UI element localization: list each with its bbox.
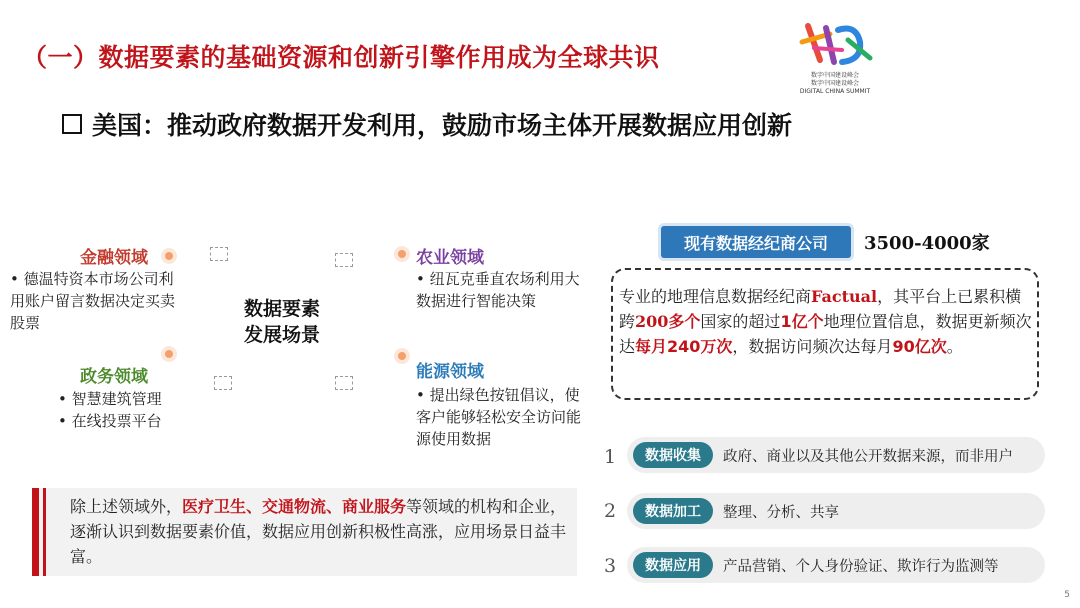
- desc-part: 专业的地理信息数据经纪商: [619, 287, 812, 306]
- callout-highlight: 医疗卫生、交通物流、商业服务: [182, 497, 407, 516]
- broker-tag: 现有数据经纪商公司: [661, 226, 851, 258]
- step-row-2: [627, 493, 1045, 529]
- finance-dot-icon: [165, 252, 173, 260]
- callout-accent-bar-thin: [43, 488, 46, 576]
- summary-callout: [32, 488, 577, 576]
- logo-line1: 数字中国建设峰会: [810, 72, 859, 79]
- finance-item-1: 德温特资本市场公司利用账户留言数据决定买卖股票: [10, 270, 176, 332]
- energy-mini-icon: [335, 376, 353, 390]
- government-dot-icon: [165, 350, 173, 358]
- center-label-line2: 发展场景: [243, 324, 320, 346]
- factual-name: Factual: [811, 287, 878, 306]
- step-row-1: [627, 437, 1045, 473]
- countries-count: 200多个: [635, 312, 701, 331]
- scenario-center-label: [237, 296, 327, 348]
- update-frequency: 每月240万次: [635, 337, 733, 356]
- agriculture-mini-icon: [335, 253, 353, 267]
- broker-description-box: [611, 268, 1039, 400]
- logo-line3: DIGITAL CHINA SUMMIT: [799, 88, 871, 95]
- energy-item-1: 提出绿色按钮倡议，使客户能够轻松安全访问能源使用数据: [416, 386, 582, 448]
- finance-mini-icon: [210, 247, 228, 261]
- bullet-icon: •: [58, 412, 72, 430]
- summit-logo: [790, 20, 880, 95]
- checkbox-bullet-icon: [62, 114, 82, 134]
- government-item-row: [58, 410, 162, 432]
- locations-count: 1亿个: [780, 312, 824, 331]
- step-row-3: [627, 547, 1045, 583]
- step-desc-2: 整理、分析、共享: [723, 504, 839, 521]
- desc-part: ，其平台上已累积横跨: [619, 287, 1022, 331]
- logo-line2: 数字中国建设峰会: [810, 80, 859, 87]
- bullet-icon: •: [58, 390, 72, 408]
- government-item-2: 在线投票平台: [71, 412, 162, 430]
- step-label-3: 数据应用: [633, 552, 713, 578]
- government-item-1: 智慧建筑管理: [71, 390, 162, 408]
- center-label-line1: 数据要素: [243, 298, 320, 320]
- finance-domain-text: [10, 268, 182, 334]
- step-label-2: 数据加工: [633, 498, 713, 524]
- callout-prefix: 除上述领域外，: [70, 497, 183, 516]
- desc-part: 。: [946, 337, 963, 356]
- finance-domain-title: 金融领域: [80, 248, 148, 268]
- slide-subtitle: [62, 106, 792, 142]
- government-item-row: [58, 388, 162, 410]
- government-mini-icon: [214, 376, 232, 390]
- desc-part: ，数据访问频次达每月: [732, 337, 893, 356]
- page-number: 5: [1064, 590, 1070, 600]
- step-number-2: 2: [604, 500, 617, 522]
- agriculture-item-1: 纽瓦克垂直农场利用大数据进行智能决策: [416, 270, 580, 310]
- broker-description: [619, 284, 1035, 359]
- slide-title: （一）数据要素的基础资源和创新引擎作用成为全球共识: [22, 43, 660, 72]
- energy-domain-text: [416, 384, 588, 450]
- step-desc-3: 产品营销、个人身份验证、欺诈行为监测等: [723, 558, 999, 575]
- desc-part: 地理位置信息，数据更新频次达: [619, 312, 1032, 356]
- step-number-3: 3: [604, 555, 617, 577]
- broker-count: 3500-4000家: [864, 233, 990, 254]
- bullet-icon: •: [416, 386, 430, 404]
- visit-frequency: 90亿次: [892, 337, 947, 356]
- bullet-icon: •: [416, 270, 430, 288]
- agriculture-domain-text: [416, 268, 586, 312]
- summit-logo-graphic: [790, 20, 880, 68]
- agriculture-domain-title: 农业领域: [416, 248, 484, 268]
- energy-dot-icon: [398, 352, 406, 360]
- agriculture-dot-icon: [398, 250, 406, 258]
- callout-accent-bar: [32, 488, 39, 576]
- step-label-1: 数据收集: [633, 442, 713, 468]
- subtitle-text: 美国：推动政府数据开发利用，鼓励市场主体开展数据应用创新: [92, 111, 793, 140]
- step-desc-1: 政府、商业以及其他公开数据来源，而非用户: [723, 448, 1013, 465]
- government-domain-text: [58, 388, 162, 432]
- callout-suffix: 等领域的机构和企业，逐渐认识到数据要素价值，数据应用创新积极性高涨，应用场景日益丰富。: [70, 497, 567, 566]
- desc-part: 国家的超过: [700, 312, 781, 331]
- government-domain-title: 政务领域: [80, 367, 148, 387]
- energy-domain-title: 能源领域: [416, 362, 484, 382]
- callout-text: [70, 494, 570, 569]
- step-number-1: 1: [604, 446, 617, 468]
- bullet-icon: •: [10, 270, 24, 288]
